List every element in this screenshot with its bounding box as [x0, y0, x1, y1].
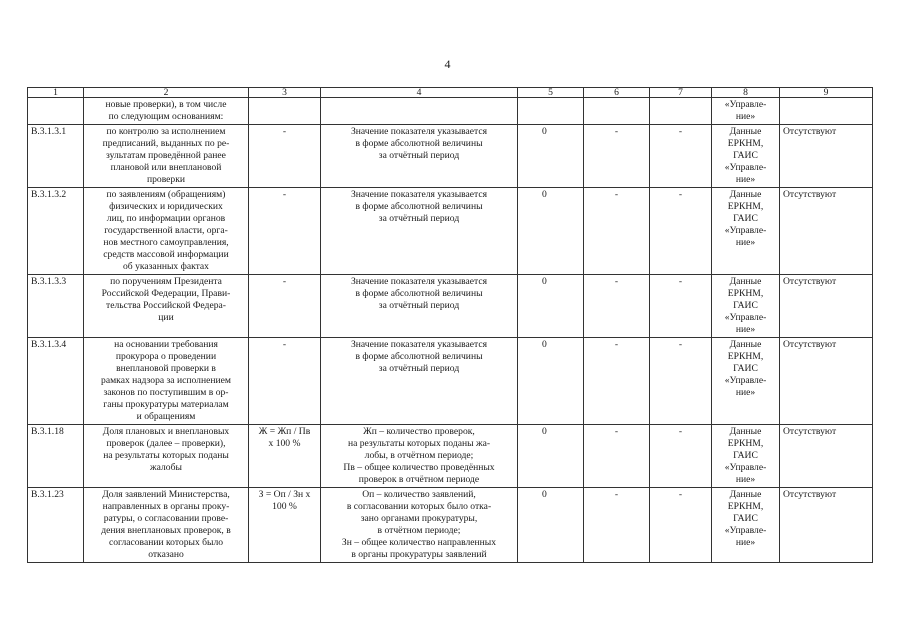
data-source: Данные ЕРКНМ, ГАИС «Управле- ние» — [712, 425, 780, 488]
header-cell: 1 — [28, 88, 84, 98]
formula: - — [249, 338, 321, 425]
value-col5 — [518, 98, 584, 125]
formula: - — [249, 275, 321, 338]
table-row — [28, 125, 873, 188]
value-col5: 0 — [518, 275, 584, 338]
indicator-name: по поручениям Президента Российской Федерации, Прави- тельства Российской Федера- ции — [84, 275, 249, 338]
indicator-name: новые проверки), в том числе по следующим основаниям: — [84, 98, 249, 125]
formula: Ж = Жп / Пв х 100 % — [249, 425, 321, 488]
indicator-name: по контролю за исполнением предписаний, выданных по ре- зультатам проведённой ранее плановой или внеплановой проверки — [84, 125, 249, 188]
page-number: 4 — [444, 57, 451, 71]
note: Отсутствуют — [780, 188, 873, 275]
indicator-code: В.3.1.3.3 — [28, 275, 84, 338]
indicator-code: В.3.1.3.4 — [28, 338, 84, 425]
value-col6 — [584, 98, 650, 125]
note: Отсутствуют — [780, 275, 873, 338]
formula: - — [249, 125, 321, 188]
value-col7: - — [650, 125, 712, 188]
formula — [249, 98, 321, 125]
indicator-name: Доля заявлений Министерства, направленных в органы проку- ратуры, о согласовании прове- дения внеплановых проверок, в согласовании которых было отказано — [84, 488, 249, 563]
description: Значение показателя указывается в форме абсолютной величины за отчётный период — [321, 338, 518, 425]
header-cell: 8 — [712, 88, 780, 98]
data-source: Данные ЕРКНМ, ГАИС «Управле- ние» — [712, 488, 780, 563]
data-source: Данные ЕРКНМ, ГАИС «Управле- ние» — [712, 275, 780, 338]
header-cell: 9 — [780, 88, 873, 98]
note: Отсутствуют — [780, 488, 873, 563]
indicators-table — [27, 87, 873, 563]
value-col6: - — [584, 425, 650, 488]
value-col5: 0 — [518, 188, 584, 275]
indicator-name: Доля плановых и внеплановых проверок (далее – проверки), на результаты которых поданы жалобы — [84, 425, 249, 488]
indicator-code: В.3.1.3.1 — [28, 125, 84, 188]
header-cell: 4 — [321, 88, 518, 98]
value-col7: - — [650, 188, 712, 275]
description — [321, 98, 518, 125]
value-col6: - — [584, 188, 650, 275]
header-cell: 5 — [518, 88, 584, 98]
value-col7: - — [650, 275, 712, 338]
value-col5: 0 — [518, 425, 584, 488]
description: Значение показателя указывается в форме абсолютной величины за отчётный период — [321, 275, 518, 338]
data-source: Данные ЕРКНМ, ГАИС «Управле- ние» — [712, 188, 780, 275]
description: Жп – количество проверок, на результаты которых поданы жа- лобы, в отчётном периоде; Пв – общее количество проведённых проверок в отчётном периоде — [321, 425, 518, 488]
table-row — [28, 98, 873, 125]
note: Отсутствуют — [780, 425, 873, 488]
note: Отсутствуют — [780, 338, 873, 425]
table-row — [28, 275, 873, 338]
data-source: «Управле- ние» — [712, 98, 780, 125]
header-cell: 2 — [84, 88, 249, 98]
table-body — [28, 88, 873, 563]
value-col7: - — [650, 425, 712, 488]
value-col6: - — [584, 275, 650, 338]
description: Оп – количество заявлений, в согласовании которых было отка- зано органами прокуратуры, в отчётном периоде; Зн – общее количество направленных в органы прокуратуры заявлений — [321, 488, 518, 563]
data-source: Данные ЕРКНМ, ГАИС «Управле- ние» — [712, 125, 780, 188]
table-row — [28, 338, 873, 425]
value-col7: - — [650, 338, 712, 425]
value-col7 — [650, 98, 712, 125]
data-source: Данные ЕРКНМ, ГАИС «Управле- ние» — [712, 338, 780, 425]
description: Значение показателя указывается в форме абсолютной величины за отчётный период — [321, 125, 518, 188]
value-col6: - — [584, 125, 650, 188]
value-col5: 0 — [518, 125, 584, 188]
description: Значение показателя указывается в форме абсолютной величины за отчётный период — [321, 188, 518, 275]
indicator-name: на основании требования прокурора о проведении внеплановой проверки в рамках надзора за исполнением законов по поступившим в ор- ганы прокуратуры материалам и обращениям — [84, 338, 249, 425]
value-col6: - — [584, 488, 650, 563]
indicator-code: В.3.1.18 — [28, 425, 84, 488]
value-col7: - — [650, 488, 712, 563]
table-row — [28, 425, 873, 488]
note — [780, 98, 873, 125]
indicator-code: В.3.1.23 — [28, 488, 84, 563]
formula: - — [249, 188, 321, 275]
indicator-code — [28, 98, 84, 125]
header-row — [28, 88, 873, 98]
header-cell: 7 — [650, 88, 712, 98]
header-cell: 6 — [584, 88, 650, 98]
note: Отсутствуют — [780, 125, 873, 188]
header-cell: 3 — [249, 88, 321, 98]
table-row — [28, 188, 873, 275]
formula: З = Оп / Зн х 100 % — [249, 488, 321, 563]
indicator-code: В.3.1.3.2 — [28, 188, 84, 275]
value-col6: - — [584, 338, 650, 425]
value-col5: 0 — [518, 488, 584, 563]
indicator-name: по заявлениям (обращениям) физических и юридических лиц, по информации органов государственной власти, орга- нов местного самоуправления, средств массовой информации об указанных фактах — [84, 188, 249, 275]
table-row — [28, 488, 873, 563]
value-col5: 0 — [518, 338, 584, 425]
